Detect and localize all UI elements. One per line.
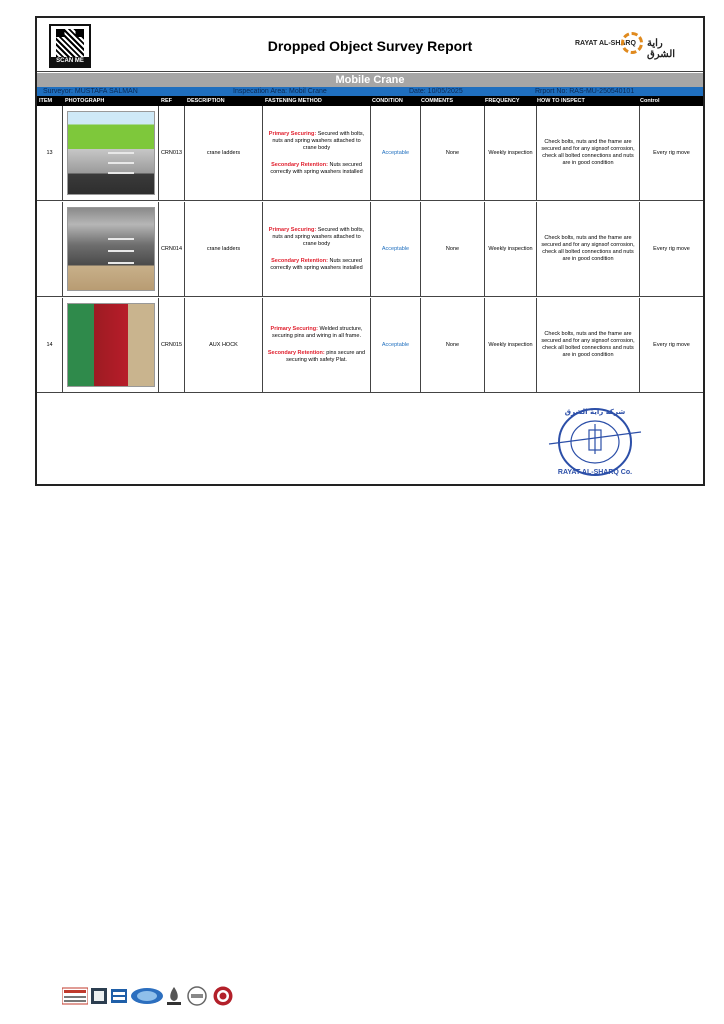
- crane-ladder-photo: [67, 207, 155, 291]
- hse-logo: [212, 986, 234, 1006]
- col-condition: CONDITION: [372, 98, 403, 104]
- gear-icon: [621, 32, 643, 54]
- globe-cert-logo: [110, 986, 128, 1006]
- company-seal: [545, 400, 645, 480]
- signature-area: [37, 394, 703, 484]
- report-frame: [35, 16, 705, 486]
- row-ref: CRN013: [159, 106, 185, 200]
- col-control: Control: [640, 98, 660, 104]
- seal-text-ar: شركة راية الشرق: [564, 408, 626, 416]
- row-comments: None: [421, 106, 485, 200]
- row-how: Check bolts, nuts and the frame are secured and for any signsof corrosion, check all bolted connections and nuts are in good condition: [537, 202, 640, 296]
- row-condition: Acceptable: [371, 106, 421, 200]
- surveyor: Surveyor: MUSTAFA SALMAN: [43, 88, 138, 95]
- globe-logo: [130, 986, 164, 1006]
- row-comments: None: [421, 202, 485, 296]
- col-frequency: FREQUENCY: [485, 98, 520, 104]
- row-description: AUX HOCK: [185, 298, 263, 392]
- crane-ladder-photo: [67, 111, 155, 195]
- aux-hook-photo: [67, 303, 155, 387]
- seal-text: RAYAT AL-SHARQ Co.: [557, 469, 633, 476]
- iadc-logo: [184, 986, 210, 1006]
- secondary-retention: Secondary Retention: Nuts secured correctly with spring washers installed: [270, 161, 363, 175]
- ladder-rung: [108, 172, 134, 174]
- row-frequency: Weekly inspection: [485, 202, 537, 296]
- ladder-rung: [108, 238, 134, 240]
- row-frequency: Weekly inspection: [485, 298, 537, 392]
- drops-logo: [166, 986, 182, 1006]
- col-how: HOW TO INSPECT: [537, 98, 585, 104]
- col-description: DESCRIPTION: [187, 98, 225, 104]
- iso-cert-logo: [62, 986, 88, 1006]
- primary-securing: Primary Securing: Welded structure, securing pins and wiring in all frame.: [270, 326, 363, 339]
- row-item: 14: [37, 298, 63, 392]
- qr-scan-label: SCAN ME: [51, 57, 89, 66]
- col-comments: COMMENTS: [421, 98, 454, 104]
- info-bar: [37, 87, 703, 96]
- certification-logos: [62, 984, 234, 1008]
- logo-text-ar: راية الشرق: [647, 38, 676, 60]
- table-row: [37, 298, 703, 393]
- row-control: Every rig move: [653, 341, 690, 348]
- company-logo: [573, 32, 693, 60]
- row-control: Every rig move: [653, 149, 690, 156]
- row-description: crane ladders: [185, 106, 263, 200]
- bureau-veritas-logo: [90, 986, 108, 1006]
- row-description: crane ladders: [185, 202, 263, 296]
- ladder-rung: [108, 162, 134, 164]
- logo-text-en: RAYAT AL-SHARQ: [575, 40, 636, 47]
- row-fastening: [263, 202, 371, 296]
- row-ref: CRN015: [159, 298, 185, 392]
- row-fastening: [263, 106, 371, 200]
- table-row: [37, 106, 703, 201]
- table-header: [37, 96, 703, 106]
- col-ref: REF: [161, 98, 172, 104]
- row-comments: None: [421, 298, 485, 392]
- table-row: [37, 202, 703, 297]
- row-photo: [63, 298, 159, 392]
- col-photo: PHOTOGRAPH: [65, 98, 105, 104]
- ladder-rung: [108, 152, 134, 154]
- report-header: [37, 18, 703, 72]
- row-frequency: Weekly inspection: [485, 106, 537, 200]
- row-how: Check bolts, nuts and the frame are secured and for any signsof corrosion, check all bolted connections and nuts are in good condition: [537, 298, 640, 392]
- report-date: Date: 10/05/2025: [409, 88, 463, 95]
- section-title: Mobile Crane: [37, 73, 703, 87]
- report-title: Dropped Object Survey Report: [267, 38, 473, 54]
- inspection-area: Inspecation Area: Mobil Crane: [233, 88, 327, 95]
- row-fastening: [263, 298, 371, 392]
- row-item: [37, 202, 63, 296]
- row-photo: [63, 202, 159, 296]
- row-condition: Acceptable: [371, 202, 421, 296]
- row-control: Every rig move: [653, 245, 690, 252]
- secondary-retention: Secondary Retention: pins secure and securing with safety Plat.: [267, 350, 366, 363]
- primary-securing: Primary Securing: Secured with bolts, nuts and spring washers attached to crane body: [268, 130, 365, 151]
- primary-securing: Primary Securing: Secured with bolts, nuts and spring washers attached to crane body: [268, 226, 365, 247]
- ladder-rung: [108, 250, 134, 252]
- row-how: Check bolts, nuts and the frame are secured and for any signsof corrosion, check all bolted connections and nuts are in good condition: [537, 106, 640, 200]
- row-item: 13: [37, 106, 63, 200]
- report-number: Rrport No: RAS-MU-250540101: [535, 88, 635, 95]
- col-fastening: FASTENING METHOD: [265, 98, 322, 104]
- ladder-rung: [108, 262, 134, 264]
- col-item: ITEM: [39, 98, 53, 104]
- row-photo: [63, 106, 159, 200]
- secondary-retention: Secondary Retention: Nuts secured correctly with spring washers installed: [270, 257, 363, 271]
- row-ref: CRN014: [159, 202, 185, 296]
- row-condition: Acceptable: [371, 298, 421, 392]
